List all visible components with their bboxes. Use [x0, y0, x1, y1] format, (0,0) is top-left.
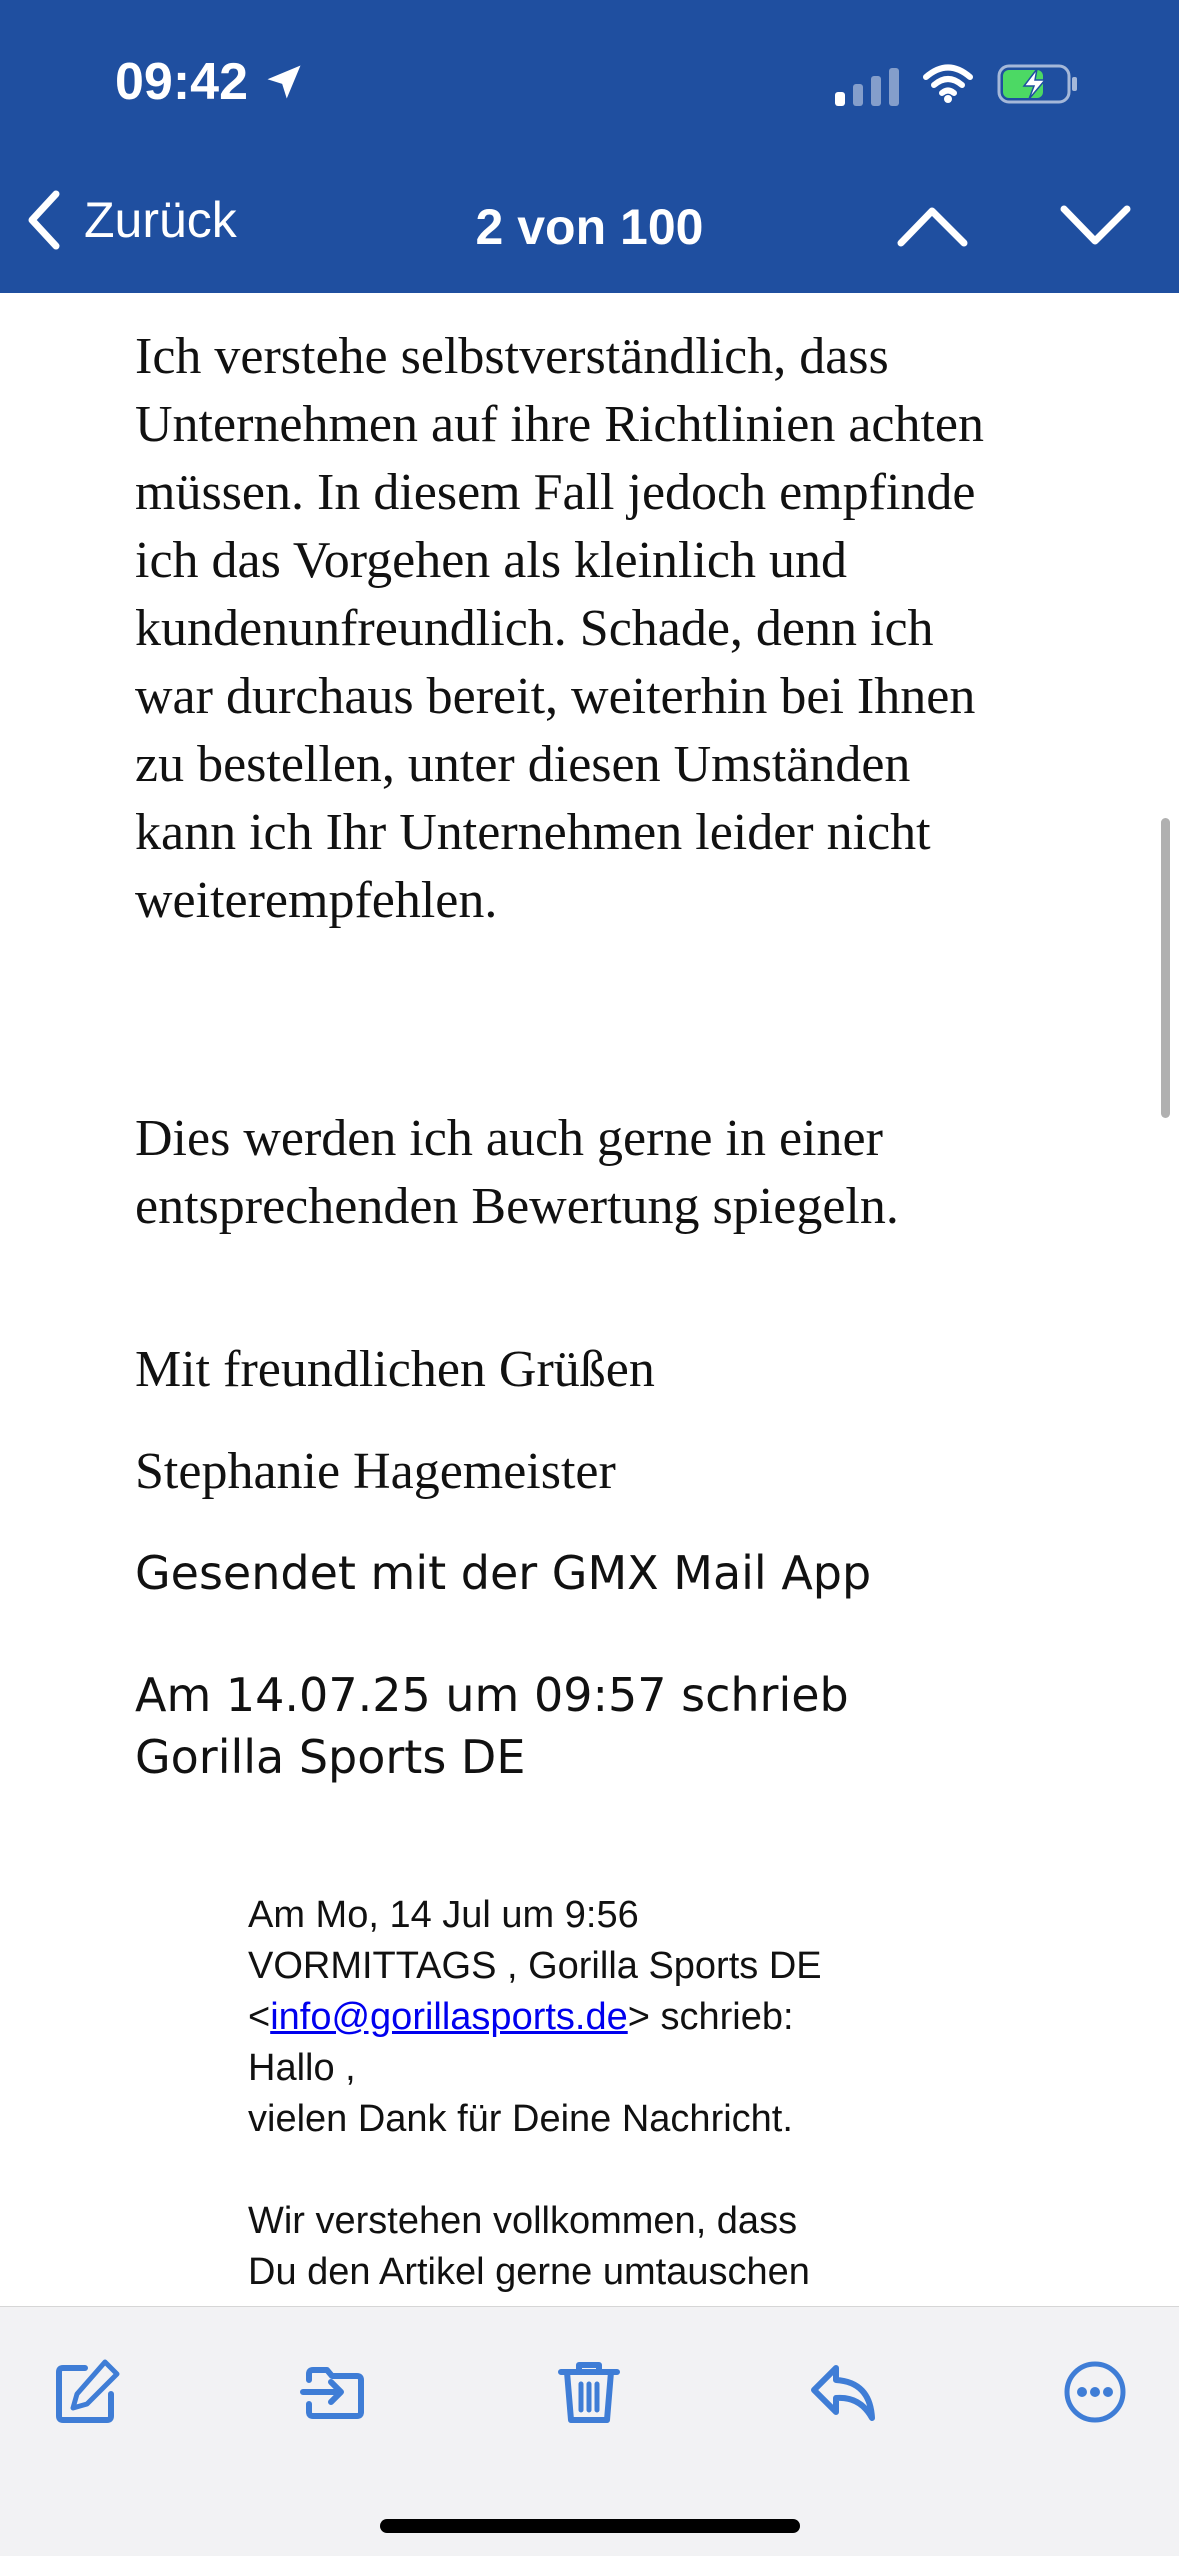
next-message-button[interactable]	[1058, 195, 1133, 255]
status-bar-time	[115, 52, 306, 112]
status-bar-icons	[835, 62, 1079, 106]
quoted-schrieb: > schrieb:	[627, 1996, 794, 2038]
quoted-line-6: Wir verstehen vollkommen, dass	[248, 2200, 798, 2242]
previous-message-button[interactable]	[895, 195, 970, 255]
sender-email-link[interactable]: info@gorillasports.de	[270, 1996, 628, 2038]
message-navbar	[0, 170, 1179, 290]
move-to-folder-button[interactable]	[290, 2347, 380, 2437]
app-header	[0, 0, 1179, 293]
quoted-blank-line	[248, 2145, 928, 2196]
home-indicator[interactable]	[380, 2519, 800, 2533]
sent-with-line: Gesendet mit der GMX Mail App	[135, 1546, 872, 1600]
battery-charging-icon	[997, 63, 1079, 105]
quoted-bracket-open: <	[248, 1996, 271, 2038]
location-arrow-icon	[262, 60, 306, 104]
quoted-line-5: vielen Dank für Deine Nachricht.	[248, 2098, 793, 2140]
signature-name: Stephanie Hagemeister	[135, 1443, 616, 1500]
message-position-title: 2 von 100	[475, 199, 704, 255]
quoted-message	[248, 1890, 928, 2298]
quoted-line-7: Du den Artikel gerne umtauschen	[248, 2251, 810, 2293]
compose-icon	[51, 2356, 123, 2428]
more-options-button[interactable]	[1050, 2347, 1140, 2437]
quoted-line-2: VORMITTAGS , Gorilla Sports DE	[248, 1945, 822, 1987]
body-paragraph-1: Ich verstehe selbstverständlich, dass Unternehmen auf ihre Richtlinien achten müssen. In diesem Fall jedoch empfinde ich das Vorgehen als kleinlich und kundenunfreundlich. Schade, denn ich war durchaus bereit, weiterhin bei Ihnen zu bestellen, unter diesen Umständen kann ich Ihr Unternehmen leider nicht weiterempfehlen.	[135, 328, 985, 929]
reply-header-line-1: Am 14.07.25 um 09:57 schrieb	[135, 1668, 849, 1722]
back-button-label: Zurück	[84, 192, 237, 248]
reply-icon	[806, 2356, 878, 2428]
body-paragraph-2: Dies werden ich auch gerne in einer entsprechenden Bewertung spiegeln.	[135, 1110, 899, 1235]
bottom-toolbar	[0, 2306, 1179, 2556]
quoted-sender-line	[248, 1992, 928, 2043]
trash-icon	[553, 2356, 625, 2428]
reply-button[interactable]	[797, 2347, 887, 2437]
scrollbar[interactable]	[1161, 818, 1170, 1118]
quoted-line-4: Hallo ,	[248, 2047, 356, 2089]
quoted-line-1: Am Mo, 14 Jul um 9:56	[248, 1894, 639, 1936]
delete-button[interactable]	[544, 2347, 634, 2437]
email-body[interactable]	[0, 293, 1179, 2306]
compose-button[interactable]	[42, 2347, 132, 2437]
reply-header-line-2: Gorilla Sports DE	[135, 1730, 526, 1784]
move-to-folder-icon	[299, 2356, 371, 2428]
wifi-icon	[923, 64, 973, 104]
status-time-text: 09:42	[115, 53, 248, 111]
more-icon	[1059, 2356, 1131, 2428]
cellular-signal-icon	[835, 62, 899, 106]
closing-line: Mit freundlichen Grüßen	[135, 1341, 655, 1398]
